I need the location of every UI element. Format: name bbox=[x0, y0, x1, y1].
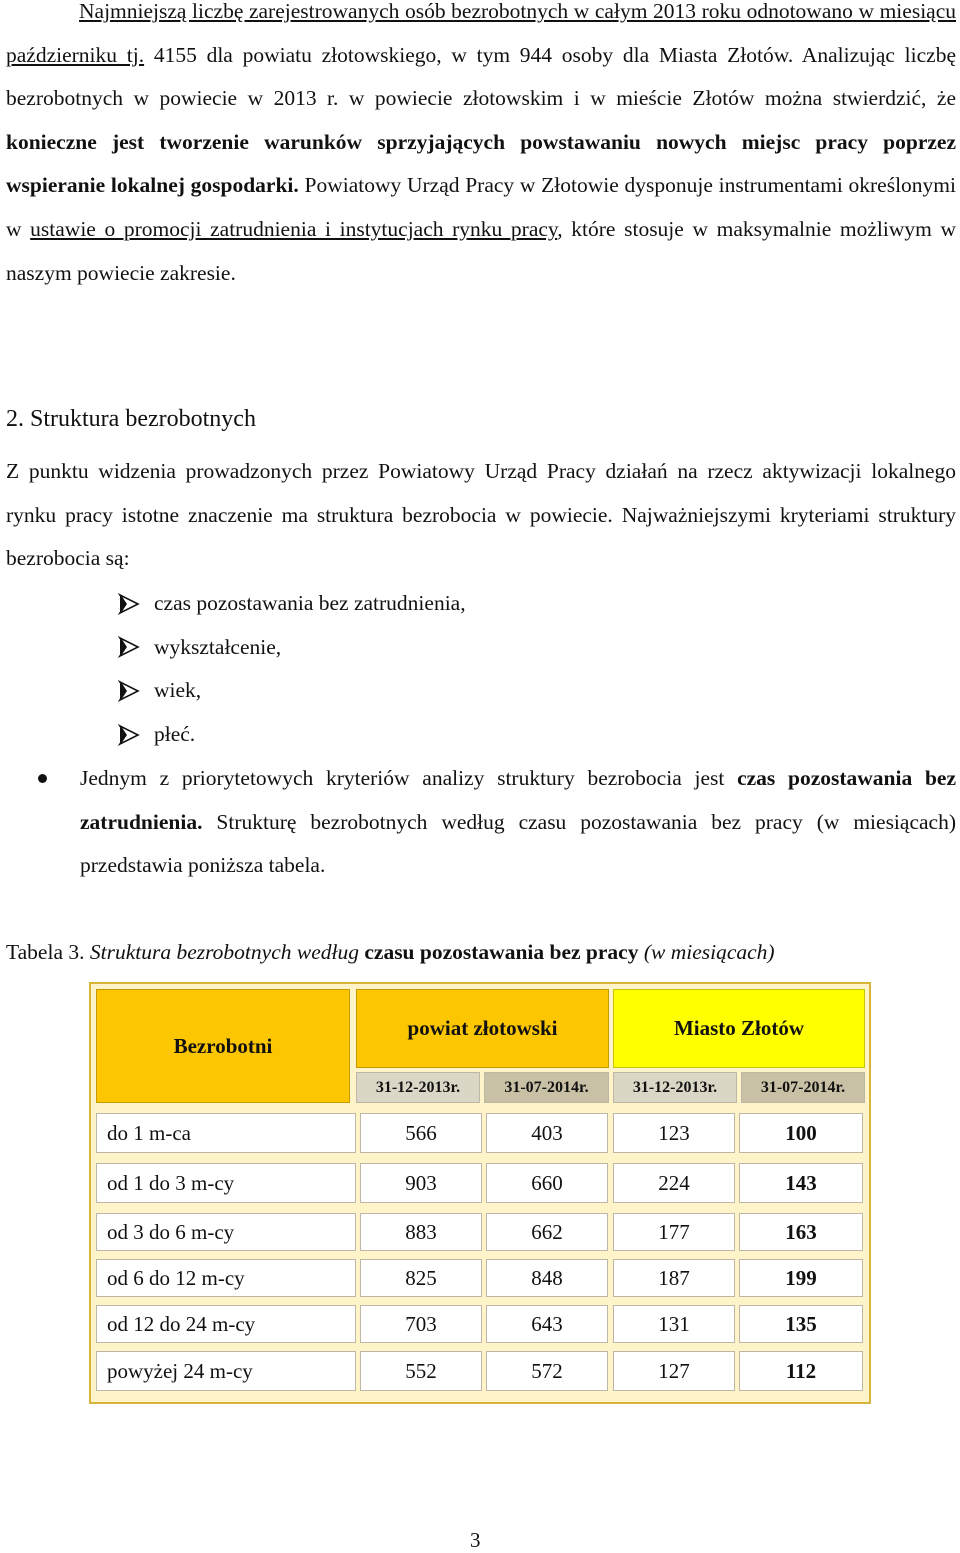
paragraph-text: Powiatowy Urząd Pracy w Złotowie dysponuje instrumentami określonymi w bbox=[6, 173, 957, 241]
table-cell: 131 bbox=[613, 1305, 735, 1343]
table-cell: 572 bbox=[486, 1351, 608, 1391]
row-label: od 3 do 6 m-cy bbox=[96, 1213, 356, 1251]
list-item bbox=[118, 582, 466, 626]
intro-paragraph bbox=[6, 0, 956, 295]
table-cell: 643 bbox=[486, 1305, 608, 1343]
unemployment-table bbox=[89, 982, 871, 1404]
caption-bold: czasu pozostawania bez pracy bbox=[364, 940, 639, 964]
law-reference-link[interactable]: ustawie o promocji zatrudnienia i instytucjach rynku pracy bbox=[30, 216, 558, 241]
caption-italic: Struktura bezrobotnych według bbox=[89, 940, 365, 964]
row-label: od 6 do 12 m-cy bbox=[96, 1259, 356, 1297]
row-label: od 1 do 3 m-cy bbox=[96, 1163, 356, 1203]
row-label: od 12 do 24 m-cy bbox=[96, 1305, 356, 1343]
table-cell: 100 bbox=[739, 1113, 863, 1153]
table-cell: 123 bbox=[613, 1113, 735, 1153]
table-cell: 403 bbox=[486, 1113, 608, 1153]
criteria-list bbox=[118, 582, 466, 756]
date-header: 31-12-2013r. bbox=[613, 1072, 737, 1103]
structure-paragraph: Z punktu widzenia prowadzonych przez Powiatowy Urząd Pracy działań na rzecz aktywizacji lokalnego rynku pracy istotne znaczenie ma struktura bezrobocia w powiecie. Najważniejszymi kryteriami struktury bezrobocia są: bbox=[6, 459, 956, 571]
list-item-text: czas pozostawania bez zatrudnienia, bbox=[154, 591, 466, 615]
bullet-text-part: Strukturę bezrobotnych według czasu pozostawania bez pracy (w miesiącach) przedstawia poniższa tabela. bbox=[80, 809, 956, 878]
table-cell: 552 bbox=[360, 1351, 482, 1391]
bold-conclusion: konieczne jest tworzenie warunków sprzyjających powstawaniu nowych miejsc pracy poprzez wspieranie lokalnej gospodarki. bbox=[6, 129, 956, 198]
table-cell: 662 bbox=[486, 1213, 608, 1251]
underlined-text: Najmniejszą liczbę zarejestrowanych osób bezrobotnych w całym 2013 roku odnotowano w miesiącu październiku tj. bbox=[6, 0, 956, 67]
bullet-text bbox=[80, 757, 956, 888]
corner-header: Bezrobotni bbox=[96, 989, 350, 1103]
paragraph-text: 4155 dla powiatu złotowskiego, w tym 944 osoby dla Miasta Złotów. Analizując liczbę bezrobotnych w powiecie w 2013 r. w powiecie złotowskim i w mieście Złotów można stwierdzić, że bbox=[6, 42, 956, 111]
table-cell: 903 bbox=[360, 1163, 482, 1203]
arrow-bullet-icon bbox=[118, 680, 140, 702]
bullet-text-part: Jednym z priorytetowych kryteriów analizy struktury bezrobocia jest bbox=[80, 766, 738, 790]
date-header: 31-12-2013r. bbox=[356, 1072, 480, 1103]
table-cell: 135 bbox=[739, 1305, 863, 1343]
arrow-bullet-icon bbox=[118, 593, 140, 615]
caption-italic: (w miesiącach) bbox=[638, 940, 775, 964]
list-item-text: wykształcenie, bbox=[154, 634, 282, 659]
date-header: 31-07-2014r. bbox=[484, 1072, 609, 1103]
list-item bbox=[118, 669, 466, 713]
table-cell: 825 bbox=[360, 1259, 482, 1297]
bullet-dot-icon bbox=[38, 774, 47, 783]
list-item-text: płeć. bbox=[154, 721, 196, 746]
table-cell: 112 bbox=[739, 1351, 863, 1391]
row-label: powyżej 24 m-cy bbox=[96, 1351, 356, 1391]
paragraph-text: , które stosuje w maksymalnie możliwym w naszym powiecie zakresie. bbox=[6, 216, 957, 285]
bullet-bold: czas pozostawania bez zatrudnienia. bbox=[80, 766, 956, 834]
table-cell: 177 bbox=[613, 1213, 735, 1251]
table-cell: 883 bbox=[360, 1213, 482, 1251]
row-label: do 1 m-ca bbox=[96, 1113, 356, 1153]
table-cell: 163 bbox=[739, 1213, 863, 1251]
page-number: 3 bbox=[470, 1528, 481, 1552]
group-header-powiat: powiat złotowski bbox=[356, 989, 609, 1068]
priority-bullet bbox=[38, 757, 956, 888]
table-cell: 127 bbox=[613, 1351, 735, 1391]
caption-label: Tabela 3. bbox=[6, 940, 90, 964]
list-item bbox=[118, 626, 466, 670]
table-cell: 199 bbox=[739, 1259, 863, 1297]
arrow-bullet-icon bbox=[118, 636, 140, 658]
table-cell: 848 bbox=[486, 1259, 608, 1297]
date-header: 31-07-2014r. bbox=[741, 1072, 865, 1103]
table-cell: 187 bbox=[613, 1259, 735, 1297]
group-header-miasto: Miasto Złotów bbox=[613, 989, 865, 1068]
table-cell: 566 bbox=[360, 1113, 482, 1153]
table-cell: 224 bbox=[613, 1163, 735, 1203]
section-heading: 2. Struktura bezrobotnych bbox=[6, 406, 256, 432]
list-item-text: wiek, bbox=[154, 678, 202, 703]
table-cell: 143 bbox=[739, 1163, 863, 1203]
arrow-bullet-icon bbox=[118, 724, 140, 746]
table-caption bbox=[6, 931, 775, 975]
table-cell: 660 bbox=[486, 1163, 608, 1203]
list-item bbox=[118, 713, 466, 757]
table-cell: 703 bbox=[360, 1305, 482, 1343]
